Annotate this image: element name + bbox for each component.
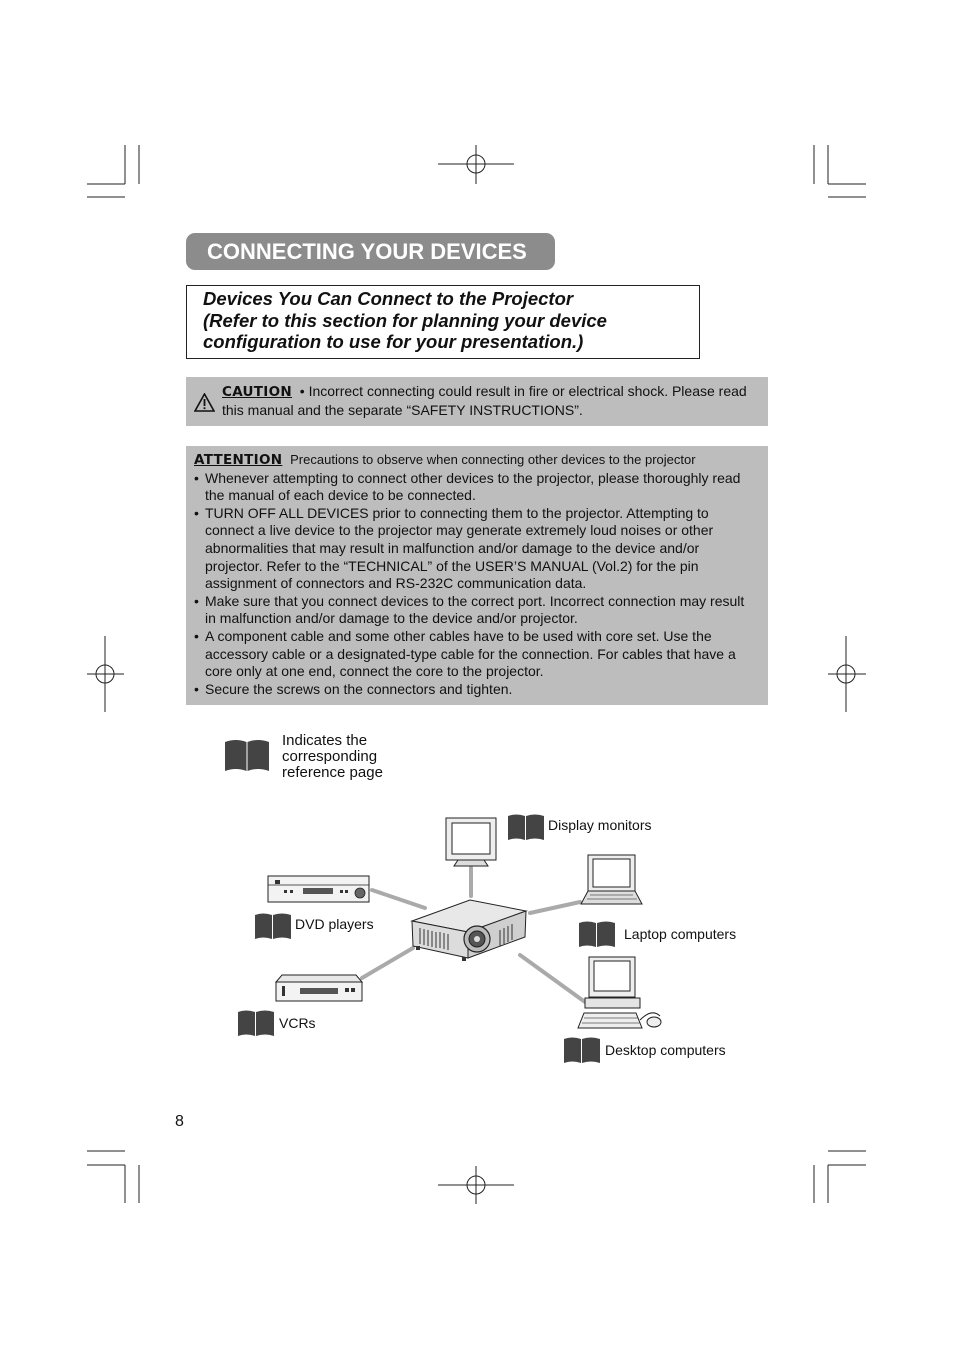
attention-item: • A component cable and some other cables have to be used with core set. Use the accessory cable or a designated-type cable for the connection. For cables that have a core only at one end, connect the core to the projector. [194, 628, 756, 681]
laptop-computer-icon [581, 855, 642, 904]
attention-item: • Whenever attempting to connect other devices to the projector, please thoroughly read the manual of each device to be connected. [194, 470, 756, 505]
label-display-monitors: Display monitors [548, 817, 652, 833]
legend-line-2: corresponding [282, 748, 378, 765]
display-monitor-icon [446, 818, 496, 866]
projector-icon [412, 900, 526, 961]
subtitle-line-2: (Refer to this section for planning your device [203, 309, 607, 331]
dvd-player-icon [268, 876, 369, 902]
subtitle-line-3: configuration to use for your presentation.) [203, 331, 584, 352]
desktop-computer-icon [578, 957, 661, 1028]
attention-intro: Precautions to observe when connecting other devices to the projector [290, 452, 696, 467]
page-number: 8 [175, 1113, 184, 1130]
section-title: CONNECTING YOUR DEVICES [186, 233, 555, 270]
attention-item: • Make sure that you connect devices to the correct port. Incorrect connection may result in malfunction and/or damage to the device and/or projector. [194, 593, 756, 628]
book-icon-vcr [238, 1011, 274, 1037]
caution-keyword: CAUTION [222, 384, 293, 400]
attention-item: • Secure the screws on the connectors and tighten. [194, 681, 756, 699]
book-icon-display [508, 815, 544, 841]
legend-line-3: reference page [282, 764, 383, 781]
attention-keyword: ATTENTION [194, 452, 283, 468]
caution-message: • Incorrect connecting could result in fire or electrical shock. Please read this manual and the separate “SAFETY INSTRUCTIONS”. [222, 383, 747, 418]
legend-line-1: Indicates the [282, 732, 368, 749]
attention-item: • TURN OFF ALL DEVICES prior to connecting them to the projector. Attempting to connect a live device to the projector may generate extremely loud noises or other abnormalities that may result in malfunction and/or damage to the device and/or projector. Refer to the “TECHNICAL” of the USER’S MANUAL (Vol.2) for the pin assignment of connectors and RS-232C communication data. [194, 505, 756, 593]
label-laptop-computers: Laptop computers [624, 926, 737, 942]
vcr-icon [276, 975, 362, 1001]
label-desktop-computers: Desktop computers [605, 1042, 726, 1058]
label-vcrs: VCRs [279, 1015, 316, 1031]
book-icon-laptop [579, 922, 615, 948]
book-icon-desktop [564, 1038, 600, 1064]
label-dvd-players: DVD players [295, 916, 374, 932]
subtitle-line-1: Devices You Can Connect to the Projector [203, 288, 574, 309]
book-icon-dvd [255, 914, 291, 940]
